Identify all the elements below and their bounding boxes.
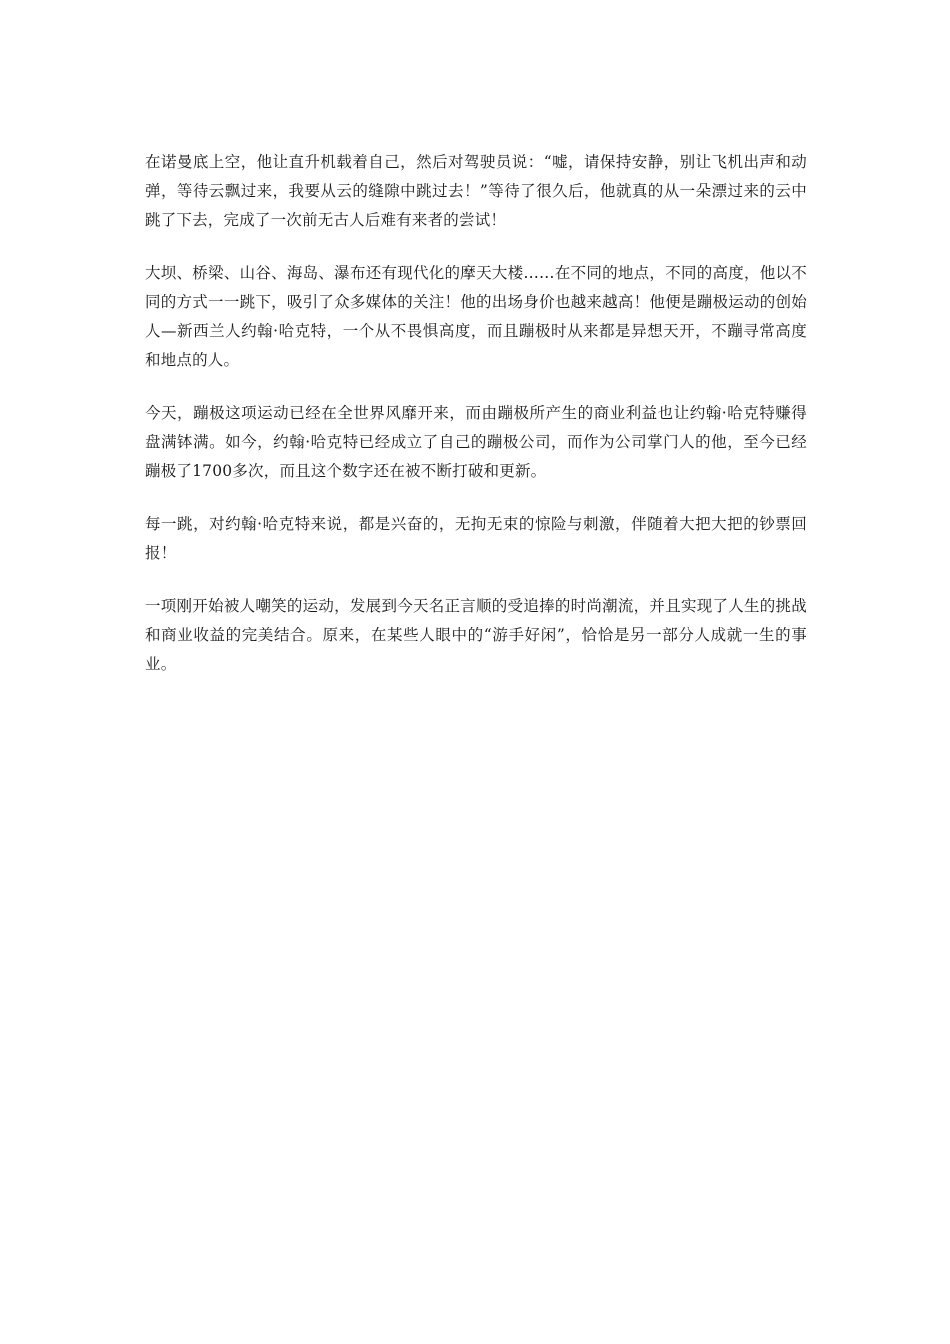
paragraph-5: 一项刚开始被人嘲笑的运动，发展到今天名正言顺的受追捧的时尚潮流，并且实现了人生的挑战和商业收益的完美结合。原来，在某些人眼中的“游手好闲”，恰恰是另一部分人成就一生的事业。	[145, 597, 807, 673]
paragraph-3: 今天，蹦极这项运动已经在全世界风靡开来，而由蹦极所产生的商业利益也让约翰·哈克特赚得盘满钵满。如今，约翰·哈克特已经成立了自己的蹦极公司，而作为公司掌门人的他，至今已经蹦极了1700多次，而且这个数字还在被不断打破和更新。	[145, 404, 807, 480]
paragraph-2: 大坝、桥梁、山谷、海岛、瀑布还有现代化的摩天大楼……在不同的地点，不同的高度，他以不同的方式一一跳下，吸引了众多媒体的关注！他的出场身价也越来越高！他便是蹦极运动的创始人—新西兰人约翰·哈克特，一个从不畏惧高度，而且蹦极时从来都是异想天开，不蹦寻常高度和地点的人。	[145, 264, 807, 369]
paragraph-1: 在诺曼底上空，他让直升机载着自己，然后对驾驶员说：“嘘，请保持安静，别让飞机出声和动弹，等待云飘过来，我要从云的缝隙中跳过去！”等待了很久后，他就真的从一朵漂过来的云中跳了下去，完成了一次前无古人后难有来者的尝试！	[145, 153, 807, 229]
paragraph-4: 每一跳，对约翰·哈克特来说，都是兴奋的，无拘无束的惊险与刺激，伴随着大把大把的钞票回报！	[145, 515, 807, 562]
article-body	[145, 148, 807, 703]
